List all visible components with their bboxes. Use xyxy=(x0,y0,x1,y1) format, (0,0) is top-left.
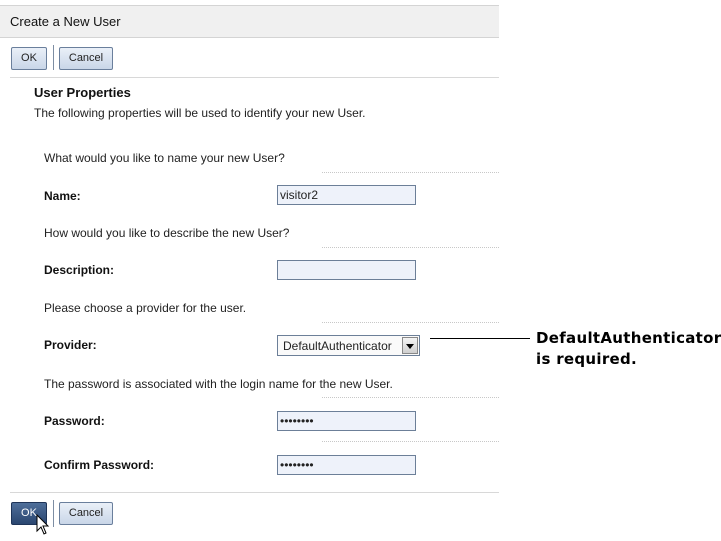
provider-question: Please choose a provider for the user. xyxy=(44,301,247,315)
row-divider xyxy=(322,441,499,442)
name-label: Name: xyxy=(44,189,81,203)
description-field[interactable] xyxy=(277,260,416,280)
page-title: Create a New User xyxy=(10,14,121,29)
button-separator-bottom xyxy=(53,500,54,527)
row-divider xyxy=(322,247,499,248)
password-field[interactable] xyxy=(277,411,416,431)
divider-bottom xyxy=(10,492,499,493)
section-title: User Properties xyxy=(34,85,131,100)
divider-top xyxy=(10,77,499,78)
confirm-password-label: Confirm Password: xyxy=(44,458,155,472)
row-divider xyxy=(322,397,499,398)
ok-button-top[interactable]: OK xyxy=(11,47,47,70)
ok-button-bottom[interactable]: OK xyxy=(11,502,47,525)
button-separator-top xyxy=(53,45,54,70)
callout-line1: DefaultAuthenticator xyxy=(536,329,721,347)
cancel-button-top[interactable]: Cancel xyxy=(59,47,113,70)
provider-label: Provider: xyxy=(44,338,97,352)
description-question: How would you like to describe the new User? xyxy=(44,226,290,240)
name-field[interactable] xyxy=(277,185,416,205)
mouse-pointer-icon xyxy=(36,514,50,536)
name-question: What would you like to name your new User? xyxy=(44,151,285,165)
title-bar xyxy=(0,5,499,38)
section-description: The following properties will be used to identify your new User. xyxy=(34,106,366,120)
callout-line xyxy=(430,338,530,339)
cancel-button-bottom[interactable]: Cancel xyxy=(59,502,113,525)
callout-note xyxy=(536,328,721,370)
description-label: Description: xyxy=(44,263,115,277)
row-divider xyxy=(322,172,499,173)
password-question: The password is associated with the login name for the new User. xyxy=(44,377,393,391)
chevron-down-icon[interactable] xyxy=(402,337,418,354)
provider-select[interactable] xyxy=(277,335,420,356)
password-label: Password: xyxy=(44,414,105,428)
row-divider xyxy=(322,322,499,323)
confirm-password-field[interactable] xyxy=(277,455,416,475)
callout-line2: is required. xyxy=(536,350,638,368)
provider-selected-value: DefaultAuthenticator xyxy=(283,339,392,353)
